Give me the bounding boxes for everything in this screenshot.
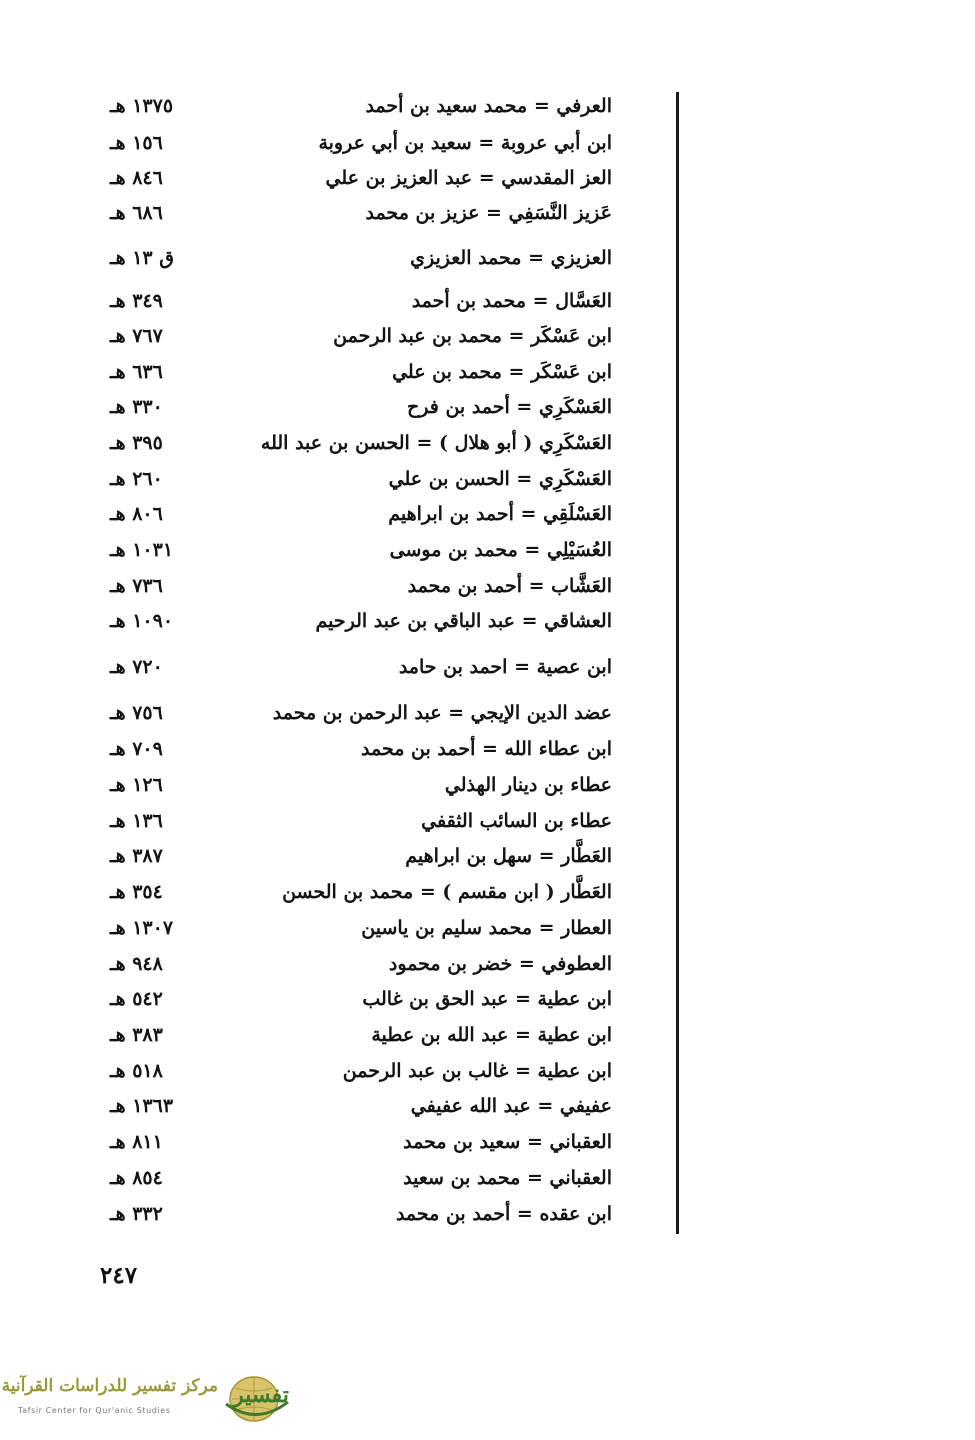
index-entry xyxy=(0,1198,975,1230)
entry-year: ٣٨٣ هـ xyxy=(110,1024,163,1046)
entry-year: ١٠٣١ هـ xyxy=(110,539,174,561)
entry-name: العَسْكَرِي = الحسن بن علي xyxy=(388,468,612,490)
entry-name: العقباني = سعيد بن محمد xyxy=(403,1131,612,1153)
index-entry xyxy=(0,805,975,837)
entry-year: ٦٣٦ هـ xyxy=(110,361,163,383)
index-entry xyxy=(0,534,975,566)
entry-year: ٩٤٨ هـ xyxy=(110,953,163,975)
entry-year: ٧٥٦ هـ xyxy=(110,702,163,724)
entry-name: عضد الدين الإيجي = عبد الرحمن بن محمد xyxy=(272,702,612,724)
index-entry xyxy=(0,197,975,229)
index-entry xyxy=(0,697,975,729)
entry-name: العَطَّار = سهل بن ابراهيم xyxy=(405,845,612,867)
logo-arabic-text: مركز تفسير للدراسات القرآنية xyxy=(1,1376,218,1396)
index-entry xyxy=(0,391,975,423)
entry-name: العشاقي = عبد الباقي بن عبد الرحيم xyxy=(315,610,612,632)
entry-name: ابن عطية = غالب بن عبد الرحمن xyxy=(342,1060,612,1082)
entry-year: ١٣٠٧ هـ xyxy=(110,917,174,939)
entry-name: ابن عصية = احمد بن حامد xyxy=(398,656,612,678)
entry-year: ٧٠٩ هـ xyxy=(110,738,163,760)
entry-name: ابن عطية = عبد الحق بن غالب xyxy=(362,988,612,1010)
index-entry xyxy=(0,285,975,317)
entry-year: ٣٣٠ هـ xyxy=(110,396,163,418)
entry-year: ١٣٦٣ هـ xyxy=(110,1095,174,1117)
entry-name: العزيزي = محمد العزيزي xyxy=(410,247,612,269)
entry-name: العُسَيْلِي = محمد بن موسى xyxy=(389,539,612,561)
entry-year: ٣٨٧ هـ xyxy=(110,845,163,867)
index-entry xyxy=(0,912,975,944)
entry-name: العَسْلَقِي = أحمد بن ابراهيم xyxy=(388,503,612,525)
index-entry xyxy=(0,463,975,495)
entry-year: ٧٢٠ هـ xyxy=(110,656,163,678)
entry-name: العَسَّال = محمد بن أحمد xyxy=(411,290,612,312)
index-entry xyxy=(0,1162,975,1194)
entry-year: ٦٨٦ هـ xyxy=(110,202,163,224)
entry-name: ابن عقده = أحمد بن محمد xyxy=(395,1203,612,1225)
entry-name: العَسْكَرِي ( أبو هلال ) = الحسن بن عبد الله xyxy=(260,432,612,454)
entry-year: ٧٣٦ هـ xyxy=(110,575,163,597)
index-entry xyxy=(0,320,975,352)
logo-mark-text: تفسير xyxy=(233,1382,289,1408)
index-entry xyxy=(0,605,975,637)
entry-name: ابن عطاء الله = أحمد بن محمد xyxy=(361,738,612,760)
entry-year: ق ١٣ هـ xyxy=(110,247,174,269)
entry-name: العَسْكَرِي = أحمد بن فرح xyxy=(407,396,612,418)
index-entry xyxy=(0,498,975,530)
entry-year: ١٣٧٥ هـ xyxy=(110,95,174,117)
index-entry xyxy=(0,427,975,459)
entry-name: العقباني = محمد بن سعيد xyxy=(403,1167,612,1189)
index-entry xyxy=(0,1019,975,1051)
entry-year: ١٣٦ هـ xyxy=(110,810,163,832)
entry-year: ١٠٩٠ هـ xyxy=(110,610,174,632)
entry-year: ١٥٦ هـ xyxy=(110,132,163,154)
entry-year: ٨٥٤ هـ xyxy=(110,1167,163,1189)
index-entry xyxy=(0,1126,975,1158)
index-entry xyxy=(0,948,975,980)
index-entry xyxy=(0,127,975,159)
entry-year: ٨٠٦ هـ xyxy=(110,503,163,525)
entry-name: عفيفي = عبد الله عفيفي xyxy=(410,1095,612,1117)
entry-name: العطار = محمد سليم بن ياسين xyxy=(361,917,612,939)
index-entry xyxy=(0,840,975,872)
entry-year: ٨١١ هـ xyxy=(110,1131,163,1153)
entry-year: ٥١٨ هـ xyxy=(110,1060,163,1082)
entry-name: عطاء بن السائب الثقفي xyxy=(421,810,612,832)
index-entry xyxy=(0,1055,975,1087)
entry-year: ٣٤٩ هـ xyxy=(110,290,163,312)
index-entry xyxy=(0,733,975,765)
index-entry xyxy=(0,242,975,274)
index-entry xyxy=(0,1090,975,1122)
entry-year: ٣٥٤ هـ xyxy=(110,881,163,903)
entry-year: ٢٦٠ هـ xyxy=(110,468,163,490)
entry-name: عطاء بن دينار الهذلي xyxy=(444,774,612,796)
tafsir-center-logo xyxy=(1,1372,289,1428)
index-entry xyxy=(0,651,975,683)
entry-year: ٥٤٢ هـ xyxy=(110,988,163,1010)
entry-name: ابن عَسْكَر = محمد بن عبد الرحمن xyxy=(333,325,612,347)
entry-name: العَشَّاب = أحمد بن محمد xyxy=(407,575,612,597)
entry-year: ٣٩٥ هـ xyxy=(110,432,163,454)
entry-year: ٨٤٦ هـ xyxy=(110,167,163,189)
entry-name: ابن عَسْكَر = محمد بن علي xyxy=(392,361,612,383)
index-entry xyxy=(0,769,975,801)
index-entry xyxy=(0,356,975,388)
index-entry xyxy=(0,570,975,602)
entry-year: ٧٦٧ هـ xyxy=(110,325,163,347)
entry-name: العز المقدسي = عبد العزيز بن علي xyxy=(325,167,612,189)
entry-name: ابن أبي عروبة = سعيد بن أبي عروبة xyxy=(318,132,612,154)
index-entry xyxy=(0,162,975,194)
page-number: ٢٤٧ xyxy=(100,1262,138,1289)
entry-name: عَزيز النَّسَفِي = عزيز بن محمد xyxy=(365,202,612,224)
index-entry xyxy=(0,983,975,1015)
entry-year: ١٢٦ هـ xyxy=(110,774,163,796)
entry-year: ٣٣٢ هـ xyxy=(110,1203,163,1225)
index-entry xyxy=(0,876,975,908)
entry-name: العَطَّار ( ابن مقسم ) = محمد بن الحسن xyxy=(282,881,612,903)
entry-name: العطوفي = خضر بن محمود xyxy=(388,953,612,975)
entry-name: العرفي = محمد سعيد بن أحمد xyxy=(365,95,612,117)
logo-english-text: Tafsir Center for Qur'anic Studies xyxy=(18,1406,171,1415)
entry-name: ابن عطية = عبد الله بن عطية xyxy=(371,1024,612,1046)
index-entry xyxy=(0,90,975,122)
